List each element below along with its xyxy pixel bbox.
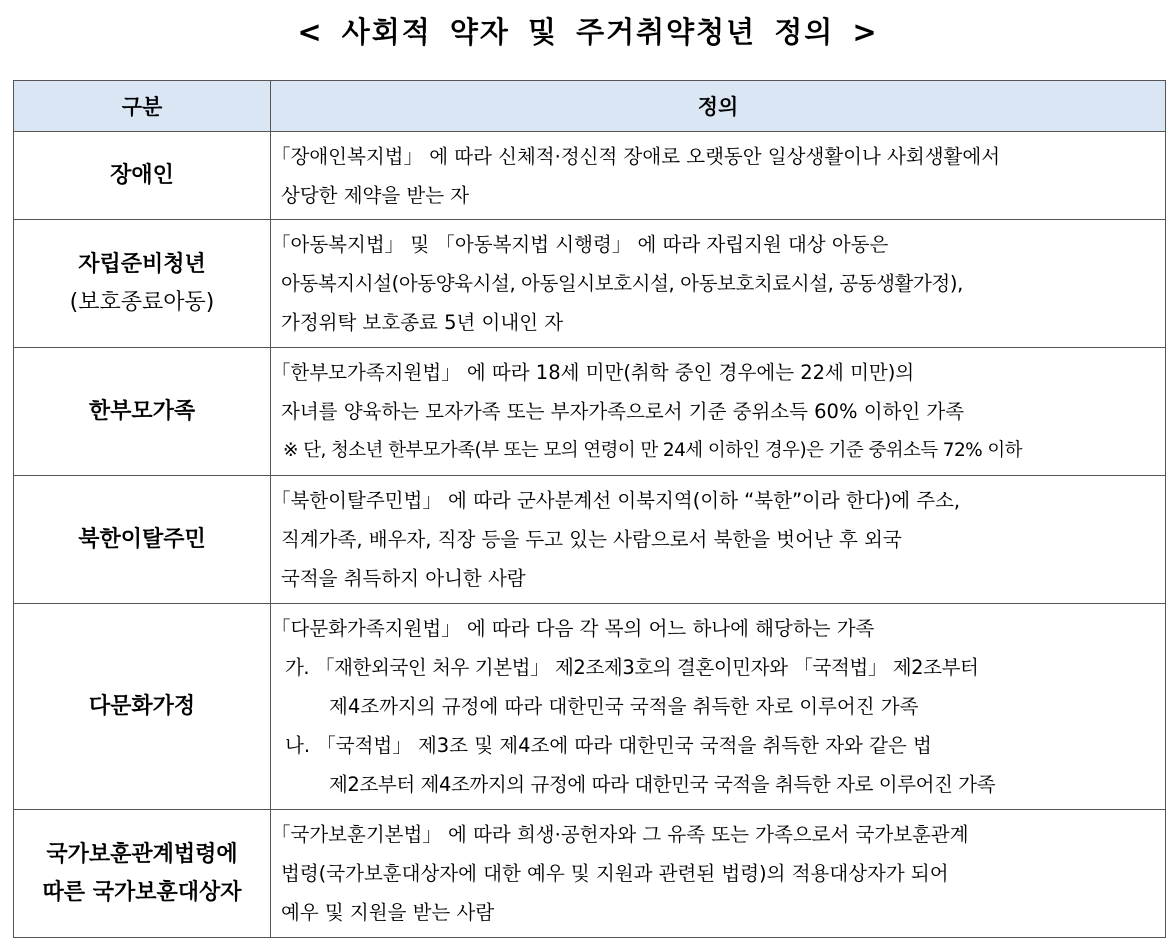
definition-line: 「장애인복지법」 에 따라 신체적·정신적 장애로 오랫동안 일상생활이나 사회생활에서: [271, 144, 1001, 168]
definition-line: 국적을 취득하지 아니한 사람: [281, 567, 526, 590]
definition-line: 「다문화가족지원법」 에 따라 다음 각 목의 어느 하나에 해당하는 가족: [271, 617, 875, 640]
table-row: [14, 810, 1166, 938]
category-label: 북한이탈주민: [78, 526, 206, 552]
header-definition: 정의: [271, 81, 1166, 132]
definition-line: 법령(국가보훈대상자에 대한 예우 및 지원과 관련된 법령)의 적용대상자가 되어: [281, 862, 949, 885]
row-definition: [271, 476, 1166, 604]
definition-line: 제4조까지의 규정에 따라 대한민국 국적을 취득한 자로 이루어진 가족: [329, 695, 919, 718]
row-category: [14, 476, 271, 604]
table-row: [14, 476, 1166, 604]
category-label: 자립준비청년: [78, 251, 206, 277]
definition-table: [13, 80, 1166, 938]
definition-line: 나. 「국적법」 제3조 및 제4조에 따라 대한민국 국적을 취득한 자와 같은 법: [285, 734, 932, 757]
row-category: [14, 810, 271, 938]
table-row: [14, 348, 1166, 476]
row-category: [14, 348, 271, 476]
table-row: [14, 604, 1166, 810]
table-row: [14, 220, 1166, 348]
row-category: [14, 220, 271, 348]
definition-note: ※ 단, 청소년 한부모가족(부 또는 모의 연령이 만 24세 이하인 경우)은 기준 중위소득 72% 이하: [283, 440, 1022, 461]
definition-line: 제2조부터 제4조까지의 규정에 따라 대한민국 국적을 취득한 자로 이루어진 가족: [329, 773, 996, 796]
page-title: < 사회적 약자 및 주거취약청년 정의 >: [297, 15, 879, 49]
category-label: 한부모가족: [88, 398, 196, 424]
row-definition: [271, 220, 1166, 348]
definition-line: 가정위탁 보호종료 5년 이내인 자: [281, 311, 564, 334]
header-category: 구분: [14, 81, 271, 132]
category-label-line2: 따른 국가보훈대상자: [42, 879, 242, 905]
definition-line: 직계가족, 배우자, 직장 등을 두고 있는 사람으로서 북한을 벗어난 후 외국: [281, 528, 902, 551]
definition-line: 가. 「재한외국인 처우 기본법」 제2조제3호의 결혼이민자와 「국적법」 제2조부터: [285, 656, 979, 679]
category-label: 장애인: [110, 162, 174, 188]
definition-line: 「북한이탈주민법」 에 따라 군사분계선 이북지역(이하 “북한”이라 한다)에 주소,: [271, 489, 961, 512]
row-definition: [271, 604, 1166, 810]
row-category: [14, 132, 271, 220]
table-header-row: [14, 81, 1166, 132]
row-definition: [271, 810, 1166, 938]
category-label: 국가보훈관계법령에: [46, 841, 238, 867]
definition-line: 상당한 제약을 받는 자: [281, 183, 470, 207]
definition-line: 「국가보훈기본법」 에 따라 희생·공헌자와 그 유족 또는 가족으로서 국가보훈관계: [271, 823, 969, 846]
definition-line: 자녀를 양육하는 모자가족 또는 부자가족으로서 기준 중위소득 60% 이하인 가족: [281, 400, 965, 423]
category-sublabel: (보호종료아동): [69, 289, 215, 315]
row-category: [14, 604, 271, 810]
category-label: 다문화가정: [88, 693, 196, 719]
definition-line: 「아동복지법」 및 「아동복지법 시행령」 에 따라 자립지원 대상 아동은: [271, 233, 889, 256]
definition-line: 「한부모가족지원법」 에 따라 18세 미만(취학 중인 경우에는 22세 미만)의: [271, 361, 915, 384]
row-definition: [271, 348, 1166, 476]
definition-line: 아동복지시설(아동양육시설, 아동일시보호시설, 아동보호치료시설, 공동생활가정),: [281, 272, 963, 295]
definition-line: 예우 및 지원을 받는 사람: [281, 901, 495, 924]
table-row: [14, 132, 1166, 220]
row-definition: [271, 132, 1166, 220]
